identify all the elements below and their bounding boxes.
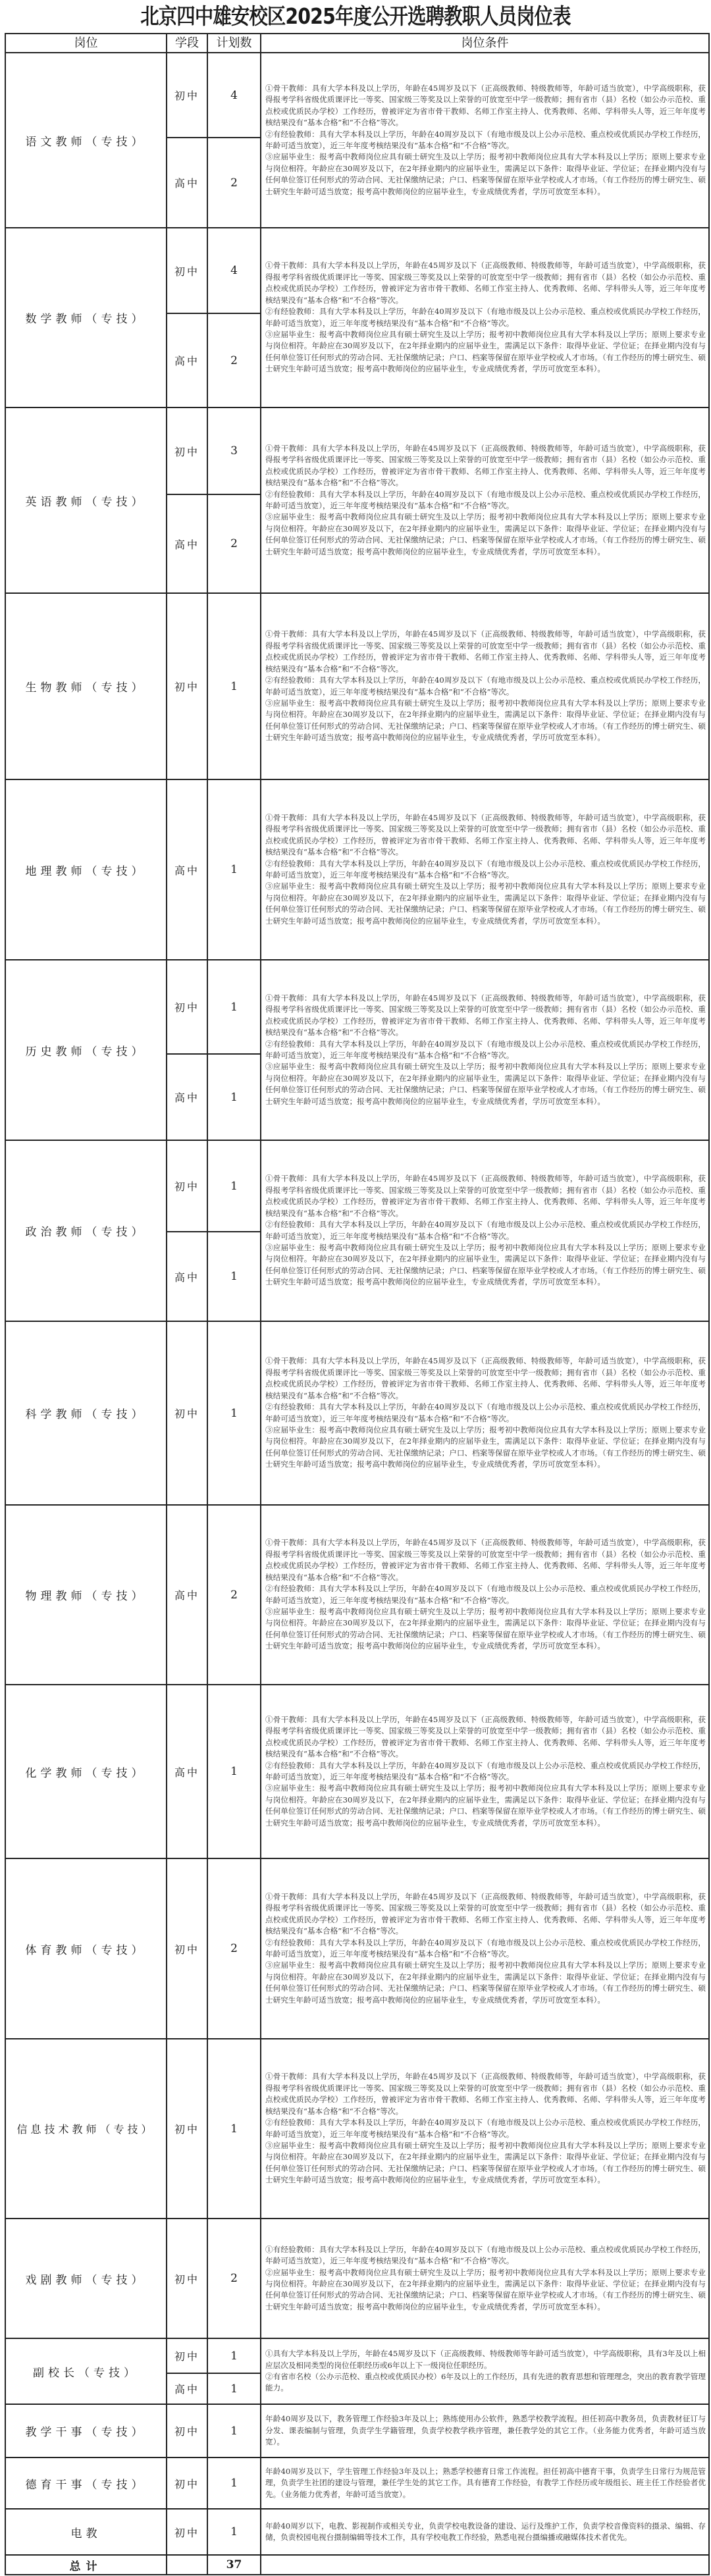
conditions-cell [261,407,709,593]
table-row [5,1505,709,1685]
count-cell: 1 [207,1321,261,1505]
conditions-cell [261,1321,709,1505]
condition-graduate: ③应届毕业生：报考高中教师岗位应具有硕士研究生及以上学历；报考初中教师岗位应具有大学本科及以上学历；原则上要求专业与岗位相符。年龄应在30周岁及以下，在2年择业期内的应届毕业生，需满足以下条件：取得毕业证、学位证；在择业期内没有与任何单位签订任何形式的劳动合同、无社保缴纳记录；户口、档案等保留在原毕业学校或人才市场。（有工作经历的博士研究生、硕士研究生年龄可适当放宽；报考高中教师岗位的应届毕业生，专业成绩优秀者，学历可放宽至本科）。 [265,1783,706,1827]
condition-experienced: ②有经验教师：具有大学本科及以上学历，年龄在40周岁及以下（有地市级及以上公办示范校、重点校或优质民办学校工作经历，年龄可适当放宽），近三年年度考核结果没有“基本合格”和“不合格”等次。 [265,2118,706,2139]
condition-backbone: ①骨干教师：具有大学本科及以上学历，年龄在45周岁及以下（正高级教师、特级教师等，年龄可适当放宽），中学高级职称，获得报考学科省级优质课评比一等奖、国家级三等奖及以上荣誉的可放宽至中学一级教师；拥有省市（县）名校（如公办示范校、重点校或优质民办学校）工作经历，曾被评定为省市骨干教师、名师工作室主持人、优秀教师、名师、学科带头人等，近三年年度考核结果没有“基本合格”和“不合格”等次。 [265,1174,706,1218]
table-row [5,1321,709,1505]
position-cell: 科学教师（专技） [5,1321,167,1505]
conditions-cell [261,53,709,228]
count-cell: 1 [207,2509,261,2555]
table-row [5,2404,709,2458]
stage-cell: 初中 [167,2219,207,2338]
total-label: 总计 [5,2555,167,2575]
conditions-cell [261,1858,709,2039]
count-cell: 2 [207,494,261,593]
condition-moral-affairs: 年龄40周岁及以下，学生管理工作经验3年及以上；熟悉学校德育日常工作流程。担任初高中德育干事，负责学生日常行为规范管理，负责学生社团的建设与管理，兼任学生处的其它工作。具有德育工作经验，有教学工作经历或年级组长、班主任工作经验者优先。（业务能力优秀者，年龄可适当放宽）。 [265,2466,706,2499]
stage-cell: 高中 [167,779,207,960]
condition-graduate: ③应届毕业生：报考高中教师岗位应具有硕士研究生及以上学历；报考初中教师岗位应具有大学本科及以上学历；原则上要求专业与岗位相符。年龄应在30周岁及以下，在2年择业期内的应届毕业生，需满足以下条件：取得毕业证、学位证；在择业期内没有与任何单位签订任何形式的劳动合同、无社保缴纳记录；户口、档案等保留在原毕业学校或人才市场。（有工作经历的博士研究生、硕士研究生年龄可适当放宽；报考高中教师岗位的应届毕业生，专业成绩优秀者，学历可放宽至本科）。 [265,1062,706,1106]
condition-experienced: ②有经验教师：具有大学本科及以上学历，年龄在40周岁及以下（有地市级及以上公办示范校、重点校或优质民办学校工作经历，年龄可适当放宽），近三年年度考核结果没有“基本合格”和“不合格”等次。 [265,1402,706,1423]
stage-cell: 高中 [167,1505,207,1685]
stage-cell: 高中 [167,1685,207,1858]
conditions-cell [261,779,709,960]
header-count: 计划数 [207,34,261,53]
count-cell: 1 [207,779,261,960]
count-cell: 1 [207,960,261,1054]
header-row [5,34,709,53]
position-cell: 地理教师（专技） [5,779,167,960]
total-conditions [261,2555,709,2575]
positions-table [5,33,710,2575]
condition-vp-1: ①具有大学本科及以上学历，年龄在45周岁及以下（正高级教师、特级教师等年龄可适当放宽），中学高级职称，具有3年及以上相应层次及相同类型的岗位任职经历或6年以上下一级岗位任职经历。 [265,2349,706,2370]
condition-backbone: ①骨干教师：具有大学本科及以上学历，年龄在45周岁及以下（正高级教师、特级教师等，年龄可适当放宽），中学高级职称，获得报考学科省级优质课评比一等奖、国家级三等奖及以上荣誉的可放宽至中学一级教师；拥有省市（县）名校（如公办示范校、重点校或优质民办学校）工作经历，曾被评定为省市骨干教师、名师工作室主持人、优秀教师、名师、学科带头人等，近三年年度考核结果没有“基本合格”和“不合格”等次。 [265,2072,706,2116]
stage-cell: 高中 [167,494,207,593]
condition-graduate: ③应届毕业生：报考高中教师岗位应具有硕士研究生及以上学历；报考初中教师岗位应具有大学本科及以上学历；原则上要求专业与岗位相符。年龄应在30周岁及以下，在2年择业期内的应届毕业生，需满足以下条件：取得毕业证、学位证；在择业期内没有与任何单位签订任何形式的劳动合同、无社保缴纳记录；户口、档案等保留在原毕业学校或人才市场。（有工作经历的博士研究生、硕士研究生年龄可适当放宽；报考高中教师岗位的应届毕业生，专业成绩优秀者，学历可放宽至本科）。 [265,881,706,926]
condition-experienced: ②有经验教师：具有大学本科及以上学历，年龄在40周岁及以下（有地市级及以上公办示范校、重点校或优质民办学校工作经历，年龄可适当放宽），近三年年度考核结果没有“基本合格”和“不合格”等次。 [265,1220,706,1241]
condition-experienced: ②有经验教师：具有大学本科及以上学历，年龄在40周岁及以下（有地市级及以上公办示范校、重点校或优质民办学校工作经历，年龄可适当放宽），近三年年度考核结果没有“基本合格”和“不合格”等次。 [265,858,706,880]
condition-av-tech: 年龄40周岁以下，电教、影视制作或相关专业，负责学校电教设备的建设、运行及维护工作，负责学校音像资料的摄录、编辑、存储，负责校园电视台摄制编辑等技术工作，具有学校电教工作经验，熟悉电视台摄编播或融媒体技术者优先。 [265,2521,706,2542]
stage-cell: 初中 [167,960,207,1054]
count-cell: 1 [207,1054,261,1140]
stage-cell: 初中 [167,53,207,138]
condition-backbone: ①骨干教师：具有大学本科及以上学历，年龄在45周岁及以下（正高级教师、特级教师等，年龄可适当放宽），中学高级职称，获得报考学科省级优质课评比一等奖、国家级三等奖及以上荣誉的可放宽至中学一级教师；拥有省市（县）名校（如公办示范校、重点校或优质民办学校）工作经历，曾被评定为省市骨干教师、名师工作室主持人、优秀教师、名师、学科带头人等，近三年年度考核结果没有“基本合格”和“不合格”等次。 [265,993,706,1038]
stage-cell: 高中 [167,313,207,407]
position-cell: 语文教师（专技） [5,53,167,228]
conditions-cell [261,1685,709,1858]
count-cell: 1 [207,1232,261,1321]
conditions-cell [261,2404,709,2458]
count-cell: 2 [207,1858,261,2039]
table-row [5,2338,709,2373]
stage-cell: 高中 [167,2373,207,2404]
position-cell: 电教 [5,2509,167,2555]
condition-backbone: ①骨干教师：具有大学本科及以上学历，年龄在45周岁及以下（正高级教师、特级教师等，年龄可适当放宽），中学高级职称，获得报考学科省级优质课评比一等奖、国家级三等奖及以上荣誉的可放宽至中学一级教师；拥有省市（县）名校（如公办示范校、重点校或优质民办学校）工作经历，曾被评定为省市骨干教师、名师工作室主持人、优秀教师、名师、学科带头人等，近三年年度考核结果没有“基本合格”和“不合格”等次。 [265,1356,706,1400]
condition-experienced: ②有经验教师：具有大学本科及以上学历，年龄在40周岁及以下（有地市级及以上公办示范校、重点校或优质民办学校工作经历，年龄可适当放宽），近三年年度考核结果没有“基本合格”和“不合格”等次。 [265,1039,706,1060]
table-row [5,407,709,494]
stage-cell: 高中 [167,1054,207,1140]
count-cell: 2 [207,2219,261,2338]
conditions-cell [261,2219,709,2338]
condition-graduate: ②应届毕业生：报考高中教师岗位应具有硕士研究生及以上学历；报考初中教师岗位应具有大学本科及以上学历；原则上要求专业与岗位相符。年龄应在30周岁及以下，在2年择业期内的应届毕业生，需满足以下条件：取得毕业证、学位证；在择业期内没有与任何单位签订任何形式的劳动合同、无社保缴纳记录；户口、档案等保留在原毕业学校或人才市场。（有工作经历的博士研究生、硕士研究生年龄可适当放宽；报考高中教师岗位的应届毕业生，专业成绩优秀者，学历可放宽至本科）。 [265,2267,706,2311]
stage-cell: 初中 [167,1140,207,1232]
count-cell: 1 [207,2404,261,2458]
header-stage: 学段 [167,34,207,53]
condition-graduate: ③应届毕业生：报考高中教师岗位应具有硕士研究生及以上学历；报考初中教师岗位应具有大学本科及以上学历；原则上要求专业与岗位相符。年龄应在30周岁及以下，在2年择业期内的应届毕业生，需满足以下条件：取得毕业证、学位证；在择业期内没有与任何单位签订任何形式的劳动合同、无社保缴纳记录；户口、档案等保留在原毕业学校或人才市场。（有工作经历的博士研究生、硕士研究生年龄可适当放宽；报考高中教师岗位的应届毕业生，专业成绩优秀者，学历可放宽至本科）。 [265,1606,706,1651]
position-cell: 德育干事（专技） [5,2458,167,2509]
count-cell: 2 [207,138,261,228]
stage-cell: 初中 [167,2404,207,2458]
condition-experienced: ②有经验教师：具有大学本科及以上学历，年龄在40周岁及以下（有地市级及以上公办示范校、重点校或优质民办学校工作经历，年龄可适当放宽），近三年年度考核结果没有“基本合格”和“不合格”等次。 [265,489,706,510]
conditions-cell [261,228,709,407]
condition-graduate: ③应届毕业生：报考高中教师岗位应具有硕士研究生及以上学历；报考初中教师岗位应具有大学本科及以上学历；原则上要求专业与岗位相符。年龄应在30周岁及以下，在2年择业期内的应届毕业生，需满足以下条件：取得毕业证、学位证；在择业期内没有与任何单位签订任何形式的劳动合同、无社保缴纳记录；户口、档案等保留在原毕业学校或人才市场。（有工作经历的博士研究生、硕士研究生年龄可适当放宽；报考高中教师岗位的应届毕业生，专业成绩优秀者，学历可放宽至本科）。 [265,2140,706,2185]
table-row [5,1140,709,1232]
table-row [5,1858,709,2039]
position-cell: 生物教师（专技） [5,593,167,779]
condition-academic-affairs: 年龄40周岁及以下，教务管理工作经验3年及以上；熟练使用办公软件，熟悉学校教学流程。担任初高中教务员，负责教材征订与分发、课表编制与管理，负责学生学籍管理，负责学校教学秩序管理，兼任教学处的其它工作。（业务能力优秀者，年龄可适当放宽）。 [265,2414,706,2447]
condition-graduate: ③应届毕业生：报考高中教师岗位应具有硕士研究生及以上学历；报考初中教师岗位应具有大学本科及以上学历；原则上要求专业与岗位相符。年龄应在30周岁及以下，在2年择业期内的应届毕业生，需满足以下条件：取得毕业证、学位证；在择业期内没有与任何单位签订任何形式的劳动合同、无社保缴纳记录；户口、档案等保留在原毕业学校或人才市场。（有工作经历的博士研究生、硕士研究生年龄可适当放宽；报考高中教师岗位的应届毕业生，专业成绩优秀者，学历可放宽至本科）。 [265,512,706,556]
stage-cell: 初中 [167,2509,207,2555]
stage-cell: 初中 [167,228,207,313]
count-cell: 4 [207,228,261,313]
condition-experienced: ②有经验教师：具有大学本科及以上学历，年龄在40周岁及以下（有地市级及以上公办示范校、重点校或优质民办学校工作经历，年龄可适当放宽），近三年年度考核结果没有“基本合格”和“不合格”等次。 [265,1937,706,1958]
table-row [5,2509,709,2555]
condition-graduate: ③应届毕业生：报考高中教师岗位应具有硕士研究生及以上学历；报考初中教师岗位应具有大学本科及以上学历；原则上要求专业与岗位相符。年龄应在30周岁及以下，在2年择业期内的应届毕业生，需满足以下条件：取得毕业证、学位证；在择业期内没有与任何单位签订任何形式的劳动合同、无社保缴纳记录；户口、档案等保留在原毕业学校或人才市场。（有工作经历的博士研究生、硕士研究生年龄可适当放宽；报考高中教师岗位的应届毕业生，专业成绩优秀者，学历可放宽至本科）。 [265,1960,706,2005]
condition-backbone: ①骨干教师：具有大学本科及以上学历，年龄在45周岁及以下（正高级教师、特级教师等，年龄可适当放宽），中学高级职称，获得报考学科省级优质课评比一等奖、国家级三等奖及以上荣誉的可放宽至中学一级教师；拥有省市（县）名校（如公办示范校、重点校或优质民办学校）工作经历，曾被评定为省市骨干教师、名师工作室主持人、优秀教师、名师、学科带头人等，近三年年度考核结果没有“基本合格”和“不合格”等次。 [265,443,706,488]
stage-cell: 初中 [167,2458,207,2509]
condition-backbone: ①骨干教师：具有大学本科及以上学历，年龄在45周岁及以下（正高级教师、特级教师等，年龄可适当放宽），中学高级职称，获得报考学科省级优质课评比一等奖、国家级三等奖及以上荣誉的可放宽至中学一级教师；拥有省市（县）名校（如公办示范校、重点校或优质民办学校）工作经历，曾被评定为省市骨干教师、名师工作室主持人、优秀教师、名师、学科带头人等，近三年年度考核结果没有“基本合格”和“不合格”等次。 [265,1891,706,1936]
condition-vp-2: ②有省市名校（公办示范校、重点校或优质民办校）6年及以上的工作经历，具有先进的教育思想和管理理念，突出的教育教学管理能力。 [265,2372,706,2393]
table-row [5,960,709,1054]
conditions-cell [261,960,709,1140]
condition-backbone: ①骨干教师：具有大学本科及以上学历，年龄在45周岁及以下（正高级教师、特级教师等，年龄可适当放宽），中学高级职称，获得报考学科省级优质课评比一等奖、国家级三等奖及以上荣誉的可放宽至中学一级教师；拥有省市（县）名校（如公办示范校、重点校或优质民办学校）工作经历，曾被评定为省市骨干教师、名师工作室主持人、优秀教师、名师、学科带头人等，近三年年度考核结果没有“基本合格”和“不合格”等次。 [265,1714,706,1759]
condition-experienced: ②有经验教师：具有大学本科及以上学历，年龄在40周岁及以下（有地市级及以上公办示范校、重点校或优质民办学校工作经历，年龄可适当放宽），近三年年度考核结果没有“基本合格”和“不合格”等次。 [265,129,706,150]
position-cell: 数学教师（专技） [5,228,167,407]
count-cell: 1 [207,1140,261,1232]
total-count: 37 [207,2555,261,2575]
table-row [5,779,709,960]
condition-graduate: ③应届毕业生：报考高中教师岗位应具有硕士研究生及以上学历；报考初中教师岗位应具有大学本科及以上学历；原则上要求专业与岗位相符。年龄应在30周岁及以下，在2年择业期内的应届毕业生，需满足以下条件：取得毕业证、学位证；在择业期内没有与任何单位签订任何形式的劳动合同、无社保缴纳记录；户口、档案等保留在原毕业学校或人才市场。（有工作经历的博士研究生、硕士研究生年龄可适当放宽；报考高中教师岗位的应届毕业生，专业成绩优秀者，学历可放宽至本科）。 [265,329,706,374]
table-row [5,1685,709,1858]
condition-experienced: ②有经验教师：具有大学本科及以上学历，年龄在40周岁及以下（有地市级及以上公办示范校、重点校或优质民办学校工作经历，年龄可适当放宽），近三年年度考核结果没有“基本合格”和“不合格”等次。 [265,675,706,697]
table-row [5,2458,709,2509]
count-cell: 1 [207,2373,261,2404]
condition-backbone: ①骨干教师：具有大学本科及以上学历，年龄在45周岁及以下（正高级教师、特级教师等，年龄可适当放宽），中学高级职称，获得报考学科省级优质课评比一等奖、国家级三等奖及以上荣誉的可放宽至中学一级教师；拥有省市（县）名校（如公办示范校、重点校或优质民办学校）工作经历，曾被评定为省市骨干教师、名师工作室主持人、优秀教师、名师、学科带头人等，近三年年度考核结果没有“基本合格”和“不合格”等次。 [265,812,706,857]
table-row [5,228,709,313]
position-cell: 副校长（专技） [5,2338,167,2404]
page-title: 北京四中雄安校区2025年度公开选聘教职人员岗位表 [140,3,571,29]
condition-backbone: ①骨干教师：具有大学本科及以上学历，年龄在45周岁及以下（正高级教师、特级教师等，年龄可适当放宽），中学高级职称，获得报考学科省级优质课评比一等奖、国家级三等奖及以上荣誉的可放宽至中学一级教师；拥有省市（县）名校（如公办示范校、重点校或优质民办学校）工作经历，曾被评定为省市骨干教师、名师工作室主持人、优秀教师、名师、学科带头人等，近三年年度考核结果没有“基本合格”和“不合格”等次。 [265,83,706,128]
conditions-cell [261,2039,709,2219]
table-row [5,2219,709,2338]
conditions-cell [261,2509,709,2555]
header-conditions: 岗位条件 [261,34,709,53]
condition-backbone: ①骨干教师：具有大学本科及以上学历，年龄在45周岁及以下（正高级教师、特级教师等，年龄可适当放宽），中学高级职称，获得报考学科省级优质课评比一等奖、国家级三等奖及以上荣誉的可放宽至中学一级教师；拥有省市（县）名校（如公办示范校、重点校或优质民办学校）工作经历，曾被评定为省市骨干教师、名师工作室主持人、优秀教师、名师、学科带头人等，近三年年度考核结果没有“基本合格”和“不合格”等次。 [265,261,706,305]
position-cell: 教学干事（专技） [5,2404,167,2458]
table-row [5,53,709,138]
table-row [5,593,709,779]
stage-cell: 初中 [167,2039,207,2219]
conditions-cell [261,1140,709,1321]
conditions-cell [261,1505,709,1685]
condition-experienced: ②有经验教师：具有大学本科及以上学历，年龄在40周岁及以下（有地市级及以上公办示范校、重点校或优质民办学校工作经历，年龄可适当放宽），近三年年度考核结果没有“基本合格”和“不合格”等次。 [265,1584,706,1605]
count-cell: 3 [207,407,261,494]
stage-cell: 初中 [167,593,207,779]
stage-cell: 初中 [167,1858,207,2039]
condition-backbone: ①骨干教师：具有大学本科及以上学历，年龄在45周岁及以下（正高级教师、特级教师等，年龄可适当放宽），中学高级职称，获得报考学科省级优质课评比一等奖、国家级三等奖及以上荣誉的可放宽至中学一级教师；拥有省市（县）名校（如公办示范校、重点校或优质民办学校）工作经历，曾被评定为省市骨干教师、名师工作室主持人、优秀教师、名师、学科带头人等，近三年年度考核结果没有“基本合格”和“不合格”等次。 [265,629,706,673]
stage-cell: 高中 [167,1232,207,1321]
table-row [5,2039,709,2219]
condition-graduate: ③应届毕业生：报考高中教师岗位应具有硕士研究生及以上学历；报考初中教师岗位应具有大学本科及以上学历；原则上要求专业与岗位相符。年龄应在30周岁及以下，在2年择业期内的应届毕业生，需满足以下条件：取得毕业证、学位证；在择业期内没有与任何单位签订任何形式的劳动合同、无社保缴纳记录；户口、档案等保留在原毕业学校或人才市场。（有工作经历的博士研究生、硕士研究生年龄可适当放宽；报考高中教师岗位的应届毕业生，专业成绩优秀者，学历可放宽至本科）。 [265,1425,706,1469]
conditions-cell [261,2338,709,2404]
count-cell: 1 [207,2039,261,2219]
count-cell: 1 [207,2338,261,2373]
position-cell: 信息技术教师（专技） [5,2039,167,2219]
position-cell: 英语教师（专技） [5,407,167,593]
condition-graduate: ③应届毕业生：报考高中教师岗位应具有硕士研究生及以上学历；报考初中教师岗位应具有大学本科及以上学历；原则上要求专业与岗位相符。年龄应在30周岁及以下，在2年择业期内的应届毕业生，需满足以下条件：取得毕业证、学位证；在择业期内没有与任何单位签订任何形式的劳动合同、无社保缴纳记录；户口、档案等保留在原毕业学校或人才市场。（有工作经历的博士研究生、硕士研究生年龄可适当放宽；报考高中教师岗位的应届毕业生，专业成绩优秀者，学历可放宽至本科）。 [265,698,706,743]
stage-cell: 初中 [167,407,207,494]
position-cell: 体育教师（专技） [5,1858,167,2039]
conditions-cell [261,2458,709,2509]
stage-cell: 初中 [167,1321,207,1505]
count-cell: 1 [207,593,261,779]
position-cell: 戏剧教师（专技） [5,2219,167,2338]
count-cell: 4 [207,53,261,138]
total-stage [167,2555,207,2575]
stage-cell: 高中 [167,138,207,228]
condition-experienced: ①有经验教师：具有大学本科及以上学历，年龄在40周岁及以下（有地市级及以上公办示范校、重点校或优质民办学校工作经历，年龄可适当放宽），近三年年度考核结果没有“基本合格”和“不合格”等次。 [265,2244,706,2266]
count-cell: 1 [207,2458,261,2509]
position-cell: 化学教师（专技） [5,1685,167,1858]
condition-experienced: ②有经验教师：具有大学本科及以上学历，年龄在40周岁及以下（有地市级及以上公办示范校、重点校或优质民办学校工作经历，年龄可适当放宽），近三年年度考核结果没有“基本合格”和“不合格”等次。 [265,307,706,328]
stage-cell: 初中 [167,2338,207,2373]
position-cell: 历史教师（专技） [5,960,167,1140]
count-cell: 2 [207,313,261,407]
position-cell: 物理教师（专技） [5,1505,167,1685]
condition-backbone: ①骨干教师：具有大学本科及以上学历，年龄在45周岁及以下（正高级教师、特级教师等，年龄可适当放宽），中学高级职称，获得报考学科省级优质课评比一等奖、国家级三等奖及以上荣誉的可放宽至中学一级教师；拥有省市（县）名校（如公办示范校、重点校或优质民办学校）工作经历，曾被评定为省市骨干教师、名师工作室主持人、优秀教师、名师、学科带头人等，近三年年度考核结果没有“基本合格”和“不合格”等次。 [265,1538,706,1582]
total-row [5,2555,709,2575]
condition-experienced: ②有经验教师：具有大学本科及以上学历，年龄在40周岁及以下（有地市级及以上公办示范校、重点校或优质民办学校工作经历，年龄可适当放宽），近三年年度考核结果没有“基本合格”和“不合格”等次。 [265,1760,706,1781]
conditions-cell [261,593,709,779]
header-position: 岗位 [5,34,167,53]
condition-graduate: ③应届毕业生：报考高中教师岗位应具有硕士研究生及以上学历；报考初中教师岗位应具有大学本科及以上学历；原则上要求专业与岗位相符。年龄应在30周岁及以下，在2年择业期内的应届毕业生，需满足以下条件：取得毕业证、学位证；在择业期内没有与任何单位签订任何形式的劳动合同、无社保缴纳记录；户口、档案等保留在原毕业学校或人才市场。（有工作经历的博士研究生、硕士研究生年龄可适当放宽；报考高中教师岗位的应届毕业生，专业成绩优秀者，学历可放宽至本科）。 [265,152,706,196]
count-cell: 2 [207,1505,261,1685]
condition-graduate: ③应届毕业生：报考高中教师岗位应具有硕士研究生及以上学历；报考初中教师岗位应具有大学本科及以上学历；原则上要求专业与岗位相符。年龄应在30周岁及以下，在2年择业期内的应届毕业生，需满足以下条件：取得毕业证、学位证；在择业期内没有与任何单位签订任何形式的劳动合同、无社保缴纳记录；户口、档案等保留在原毕业学校或人才市场。（有工作经历的博士研究生、硕士研究生年龄可适当放宽；报考高中教师岗位的应届毕业生，专业成绩优秀者，学历可放宽至本科）。 [265,1242,706,1287]
count-cell: 1 [207,1685,261,1858]
position-cell: 政治教师（专技） [5,1140,167,1321]
